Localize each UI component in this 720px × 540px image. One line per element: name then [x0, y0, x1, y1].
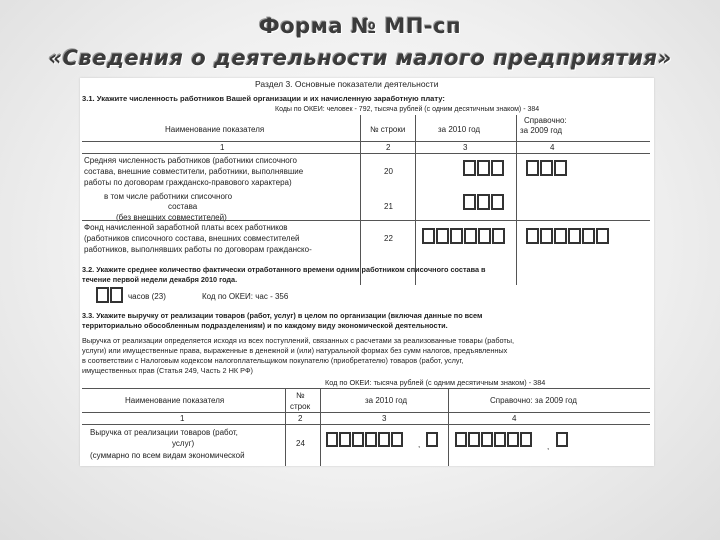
digit-cell[interactable]: [436, 228, 449, 244]
row21-2010-input[interactable]: [463, 194, 505, 210]
row22-label-3: работников, выполнявших работы по договорам гражданско-: [84, 245, 312, 254]
table1-rule: [516, 115, 517, 285]
digit-cell[interactable]: [540, 228, 553, 244]
digit-cell[interactable]: [96, 287, 109, 303]
digit-cell[interactable]: [464, 228, 477, 244]
section-3-2-line-1: 3.2. Укажите среднее количество фактически отработанного времени одним работником списочного состава в: [82, 265, 486, 274]
digit-cell[interactable]: [110, 287, 123, 303]
digit-cell[interactable]: [477, 160, 490, 176]
digit-cell[interactable]: [326, 432, 338, 447]
digit-cell[interactable]: [554, 160, 567, 176]
table1-rule: [82, 220, 650, 221]
row20-number: 20: [384, 167, 393, 176]
table2-colnum-3: 3: [382, 414, 387, 423]
table1-colnum-4: 4: [550, 143, 555, 152]
row24-2009-input[interactable]: [455, 432, 533, 447]
row22-label-1: Фонд начисленной заработной платы всех работников: [84, 223, 288, 232]
table1-rule: [415, 115, 416, 285]
digit-cell[interactable]: [526, 228, 539, 244]
table2-header-line-1: №: [296, 391, 305, 400]
row24-label-3: (суммарно по всем видам экономической: [90, 451, 245, 460]
digit-cell[interactable]: [526, 160, 539, 176]
table1-colnum-2: 2: [386, 143, 391, 152]
digit-cell[interactable]: [582, 228, 595, 244]
table1-colnum-1: 1: [220, 143, 225, 152]
digit-cell[interactable]: [491, 194, 504, 210]
digit-cell[interactable]: [450, 228, 463, 244]
digit-cell[interactable]: [468, 432, 480, 447]
section-3-1-title: 3.1. Укажите численность работников Вашей организации и их начисленную заработную плату:: [82, 94, 445, 103]
row24-number: 24: [296, 439, 305, 448]
hours-input[interactable]: [96, 287, 124, 303]
table2-rule: [320, 388, 321, 466]
section-3-3-line-1: 3.3. Укажите выручку от реализации товаров (работ, услуг) в целом по организации (включая данные по всем: [82, 311, 483, 320]
row24-2010-comma: ,: [418, 440, 421, 449]
row20-label-2: состава, внешние совместители, работники, выполнявшие: [84, 167, 304, 176]
table2-rule: [448, 388, 449, 466]
row22-2009-input[interactable]: [526, 228, 610, 244]
digit-cell[interactable]: [568, 228, 581, 244]
section-3-3-line-2: территориально обособленным подразделениям) и по каждому виду экономической деятельности.: [82, 321, 448, 330]
section-title: Раздел 3. Основные показатели деятельности: [255, 79, 439, 89]
digit-cell[interactable]: [494, 432, 506, 447]
hours-code: Код по ОКЕИ: час - 356: [202, 292, 289, 301]
section-3-3-body-1: Выручка от реализации определяется исходя из всех поступлений, связанных с расчетами за реализованные товары (работы,: [82, 336, 515, 345]
section-3-1-codes: Коды по ОКЕИ: человек - 792, тысяча рублей (с одним десятичным знаком) - 384: [275, 106, 540, 113]
table1-rule: [360, 115, 361, 285]
digit-cell[interactable]: [520, 432, 532, 447]
row24-2009-comma: ,: [547, 442, 550, 451]
row22-number: 22: [384, 234, 393, 243]
table1-header-ref-2: за 2009 год: [520, 126, 563, 135]
table2-header-2010: за 2010 год: [365, 396, 408, 405]
table2-colnum-4: 4: [512, 414, 517, 423]
table1-header-name: Наименование показателя: [165, 125, 265, 134]
table2-rule: [285, 388, 286, 466]
table1-header-ref-1: Справочно:: [524, 116, 567, 125]
row24-2009-decimal-input[interactable]: [556, 432, 569, 447]
table2-colnum-1: 1: [180, 414, 185, 423]
table2-colnum-2: 2: [298, 414, 303, 423]
row20-label-3: работы по договорам гражданско-правового характера): [84, 178, 292, 187]
digit-cell[interactable]: [507, 432, 519, 447]
digit-cell[interactable]: [492, 228, 505, 244]
digit-cell[interactable]: [481, 432, 493, 447]
section-3-3-body-4: имущественных прав (Статья 249, Часть 2 НК РФ): [82, 366, 253, 375]
row24-label-1: Выручка от реализации товаров (работ,: [90, 428, 238, 437]
digit-cell[interactable]: [455, 432, 467, 447]
row22-label-2: (работников списочного состава, внешних совместителей: [84, 234, 300, 243]
digit-cell[interactable]: [352, 432, 364, 447]
slide-title: Форма № МП-сп: [258, 14, 462, 38]
table2-header-line-2: строк: [290, 402, 311, 411]
row24-2010-input[interactable]: [326, 432, 404, 447]
table1-rule: [82, 153, 650, 154]
row21-number: 21: [384, 202, 393, 211]
row20-2009-input[interactable]: [526, 160, 568, 176]
digit-cell[interactable]: [463, 160, 476, 176]
digit-cell[interactable]: [391, 432, 403, 447]
digit-cell[interactable]: [378, 432, 390, 447]
section-3-3-body-2: услуги) или имущественные права, выраженные в денежной и (или) натуральной формах без сумм налогов, предъявленных: [82, 346, 508, 355]
row24-label-2: услуг): [172, 439, 195, 448]
row21-label-3: (без внешних совместителей): [116, 213, 227, 222]
row20-label-1: Средняя численность работников (работники списочного: [84, 156, 297, 165]
table1-header-line: № строки: [370, 125, 406, 134]
digit-cell[interactable]: [477, 194, 490, 210]
digit-cell[interactable]: [491, 160, 504, 176]
row24-2010-decimal-input[interactable]: [426, 432, 439, 447]
table1-colnum-3: 3: [463, 143, 468, 152]
slide-subtitle: «Сведения о деятельности малого предприятия»: [48, 46, 672, 70]
section-3-3-codes: Код по ОКЕИ: тысяча рублей (с одним десятичным знаком) - 384: [325, 378, 546, 387]
digit-cell[interactable]: [554, 228, 567, 244]
row21-label-2: состава: [168, 202, 198, 211]
table2-header-2009: Справочно: за 2009 год: [490, 396, 577, 405]
digit-cell[interactable]: [540, 160, 553, 176]
digit-cell[interactable]: [463, 194, 476, 210]
section-3-3-body-3: в соответствии с Налоговым кодексом налогоплательщиком покупателю (приобретателю) товаров (работ, услуг,: [82, 356, 464, 365]
table2-rule: [82, 412, 650, 413]
table2-header-name: Наименование показателя: [125, 396, 225, 405]
digit-cell[interactable]: [596, 228, 609, 244]
row20-2010-input[interactable]: [463, 160, 505, 176]
digit-cell[interactable]: [422, 228, 435, 244]
row21-label-1: в том числе работники списочного: [104, 192, 233, 201]
table1-rule: [82, 141, 650, 142]
table1-header-2010: за 2010 год: [438, 125, 481, 134]
digit-cell[interactable]: [478, 228, 491, 244]
table2-rule: [82, 424, 650, 425]
digit-cell[interactable]: [426, 432, 438, 447]
hours-label: часов (23): [128, 292, 166, 301]
digit-cell[interactable]: [365, 432, 377, 447]
digit-cell[interactable]: [339, 432, 351, 447]
digit-cell[interactable]: [556, 432, 568, 447]
form-document: [80, 78, 654, 466]
section-3-2-line-2: течение первой недели декабря 2010 года.: [82, 275, 238, 284]
row22-2010-input[interactable]: [422, 228, 506, 244]
table2-rule: [82, 388, 650, 389]
